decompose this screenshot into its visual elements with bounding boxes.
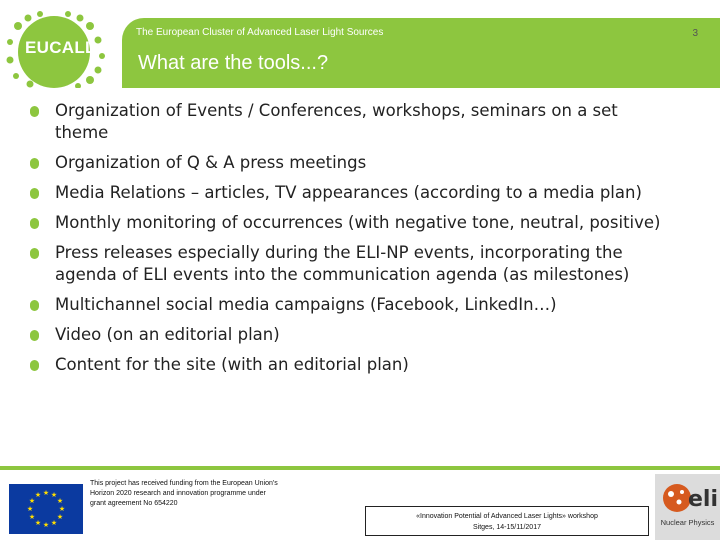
logo-text: EUCALL (25, 38, 96, 57)
bullet-dot-icon (30, 106, 39, 117)
funding-statement: This project has received funding from the European Union's Horizon 2020 research and innovation programme under grant agreement No 654220 (90, 480, 278, 507)
svg-text:★: ★ (42, 521, 50, 529)
bullet-item: Monthly monitoring of occurrences (with negative tone, neutral, positive) (30, 212, 670, 234)
bullet-item: Video (on an editorial plan) (30, 324, 670, 346)
eu-flag-icon (9, 484, 83, 534)
bullet-item: Media Relations – articles, TV appearances (according to a media plan) (30, 182, 670, 204)
eli-logo-text: eli (687, 487, 719, 512)
bullet-dot-icon (30, 188, 39, 199)
bullet-dot-icon (30, 360, 39, 371)
svg-text:★: ★ (28, 497, 36, 505)
svg-text:★: ★ (34, 519, 42, 527)
svg-text:★: ★ (58, 505, 66, 513)
footer-divider (0, 466, 720, 470)
bullet-dot-icon (30, 330, 39, 341)
svg-text:★: ★ (56, 513, 64, 521)
slide-title: What are the tools...? (138, 52, 329, 74)
svg-text:★: ★ (50, 491, 58, 499)
bullet-item: Content for the site (with an editorial plan) (30, 354, 670, 376)
svg-text:★: ★ (34, 491, 42, 499)
bullet-item: Press releases especially during the ELI-NP events, incorporating the agenda of ELI events into the communication agenda (as milestones) (30, 242, 670, 286)
svg-text:★: ★ (56, 497, 64, 505)
bullet-dot-icon (30, 218, 39, 229)
bullet-item: Organization of Events / Conferences, workshops, seminars on a set theme (30, 100, 670, 144)
event-date: Sitges, 14-15/11/2017 (473, 524, 541, 531)
bullet-list (30, 100, 670, 384)
bullet-dot-icon (30, 300, 39, 311)
bullet-item: Organization of Q & A press meetings (30, 152, 670, 174)
svg-text:★: ★ (26, 505, 34, 513)
event-title: «Innovation Potential of Advanced Laser Lights» workshop (416, 513, 598, 520)
bullet-dot-icon (30, 248, 39, 259)
header-subtitle: The European Cluster of Advanced Laser Light Sources (136, 27, 384, 38)
svg-text:★: ★ (50, 519, 58, 527)
eli-logo-icon (655, 474, 720, 518)
svg-text:★: ★ (28, 513, 36, 521)
eli-label: Nuclear Physics (660, 518, 715, 527)
svg-text:★: ★ (42, 489, 50, 497)
bullet-item: Multichannel social media campaigns (Facebook, LinkedIn…) (30, 294, 670, 316)
eli-np-logo (655, 474, 720, 540)
bullet-dot-icon (30, 158, 39, 169)
event-box (365, 506, 649, 536)
page-number: 3 (692, 28, 698, 39)
